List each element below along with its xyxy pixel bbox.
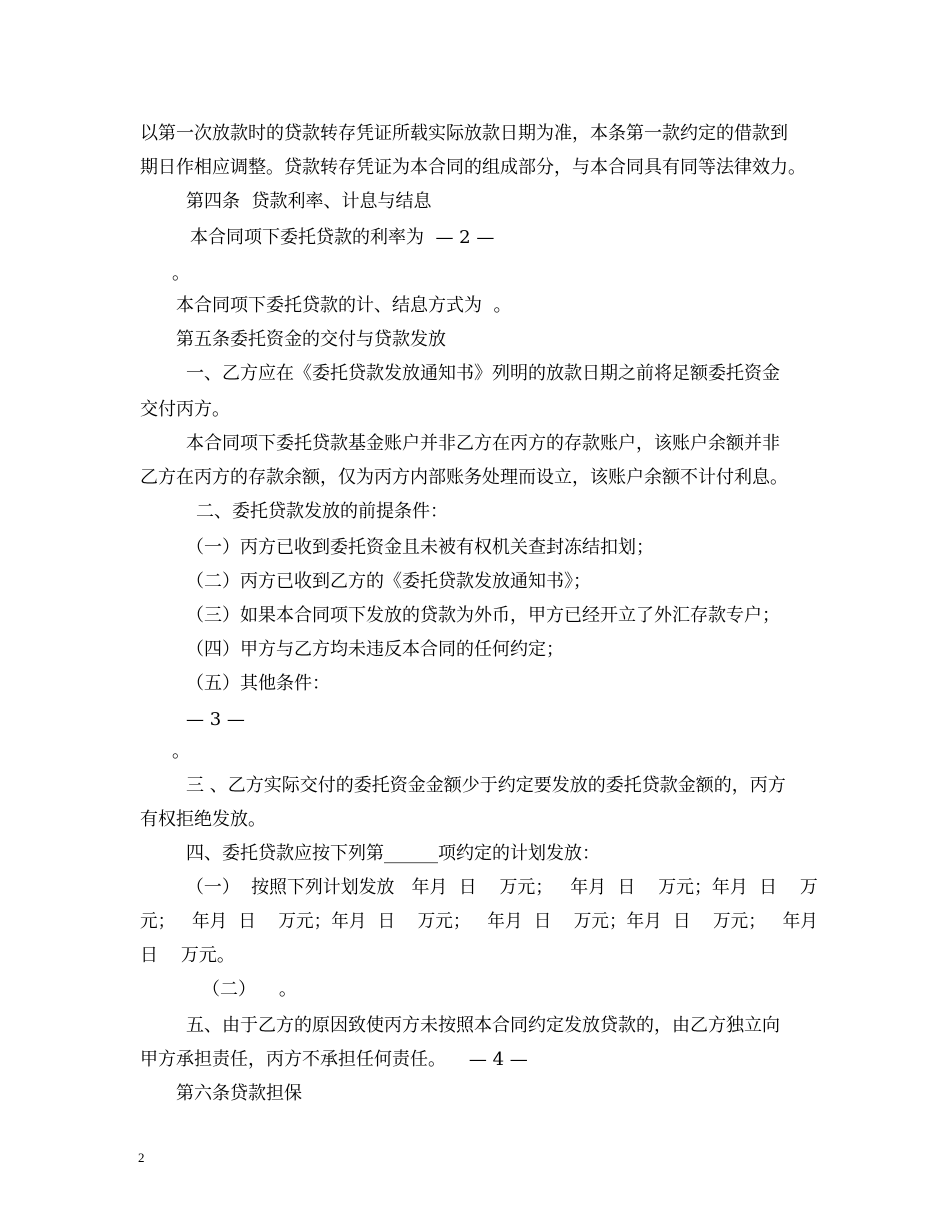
text-line: 本合同项下委托贷款基金账户并非乙方在丙方的存款账户，该账户余额并非 bbox=[186, 433, 780, 454]
text-line: 三 、乙方实际交付的委托资金金额少于约定要发放的委托贷款金额的，丙方 bbox=[186, 775, 786, 796]
text-line: 四、委托贷款应按下列第______项约定的计划发放： bbox=[186, 843, 600, 864]
text-line: （一）丙方已收到委托资金且未被有权机关查封冻结扣划； bbox=[186, 537, 654, 558]
text-line: （三）如果本合同项下发放的贷款为外币，甲方已经开立了外汇存款专户； bbox=[186, 605, 780, 626]
text-line: （五）其他条件： bbox=[186, 673, 330, 694]
text-line: （二） 。 bbox=[202, 979, 297, 1000]
text-line: — 3 — bbox=[186, 709, 245, 730]
text-line: （四）甲方与乙方均未违反本合同的任何约定； bbox=[186, 639, 564, 660]
text-line: （二）丙方已收到乙方的《委托贷款发放通知书》； bbox=[186, 571, 591, 592]
article-heading: 第六条贷款担保 bbox=[176, 1083, 302, 1104]
text-line: 有权拒绝发放。 bbox=[140, 809, 266, 830]
article-heading: 第四条 贷款利率、计息与结息 bbox=[186, 191, 432, 212]
text-line: 交付丙方。 bbox=[140, 399, 230, 420]
text-line: 一、乙方应在《委托贷款发放通知书》列明的放款日期之前将足额委托资金 bbox=[186, 363, 780, 384]
text-line: 本合同项下委托贷款的计、结息方式为 。 bbox=[176, 295, 512, 316]
text-line: 日 万元。 bbox=[140, 945, 235, 966]
text-line: 五、由于乙方的原因致使丙方未按照本合同约定发放贷款的，由乙方独立向 bbox=[186, 1015, 780, 1036]
text-line: 。 bbox=[172, 741, 190, 762]
text-line: 以第一次放款时的贷款转存凭证所载实际放款日期为准，本条第一款约定的借款到 bbox=[140, 123, 788, 144]
text-line: 甲方承担责任，丙方不承担任何责任。 — 4 — bbox=[140, 1049, 528, 1070]
page-number: 2 bbox=[138, 1150, 145, 1165]
text-line: 元； 年月 日 万元；年月 日 万元； 年月 日 万元；年月 日 万元； 年月 bbox=[140, 911, 818, 932]
text-line: 二、委托贷款发放的前提条件： bbox=[196, 501, 448, 522]
text-line: 。 bbox=[172, 263, 190, 284]
text-line: （一） 按照下列计划发放 年月 日 万元； 年月 日 万元；年月 日 万 bbox=[186, 877, 818, 898]
article-heading: 第五条委托资金的交付与贷款发放 bbox=[176, 329, 446, 350]
text-line: 本合同项下委托贷款的利率为 — 2 — bbox=[190, 227, 495, 248]
text-line: 乙方在丙方的存款余额，仅为丙方内部账务处理而设立，该账户余额不计付利息。 bbox=[140, 467, 788, 488]
text-line: 期日作相应调整。贷款转存凭证为本合同的组成部分，与本合同具有同等法律效力。 bbox=[140, 157, 806, 178]
